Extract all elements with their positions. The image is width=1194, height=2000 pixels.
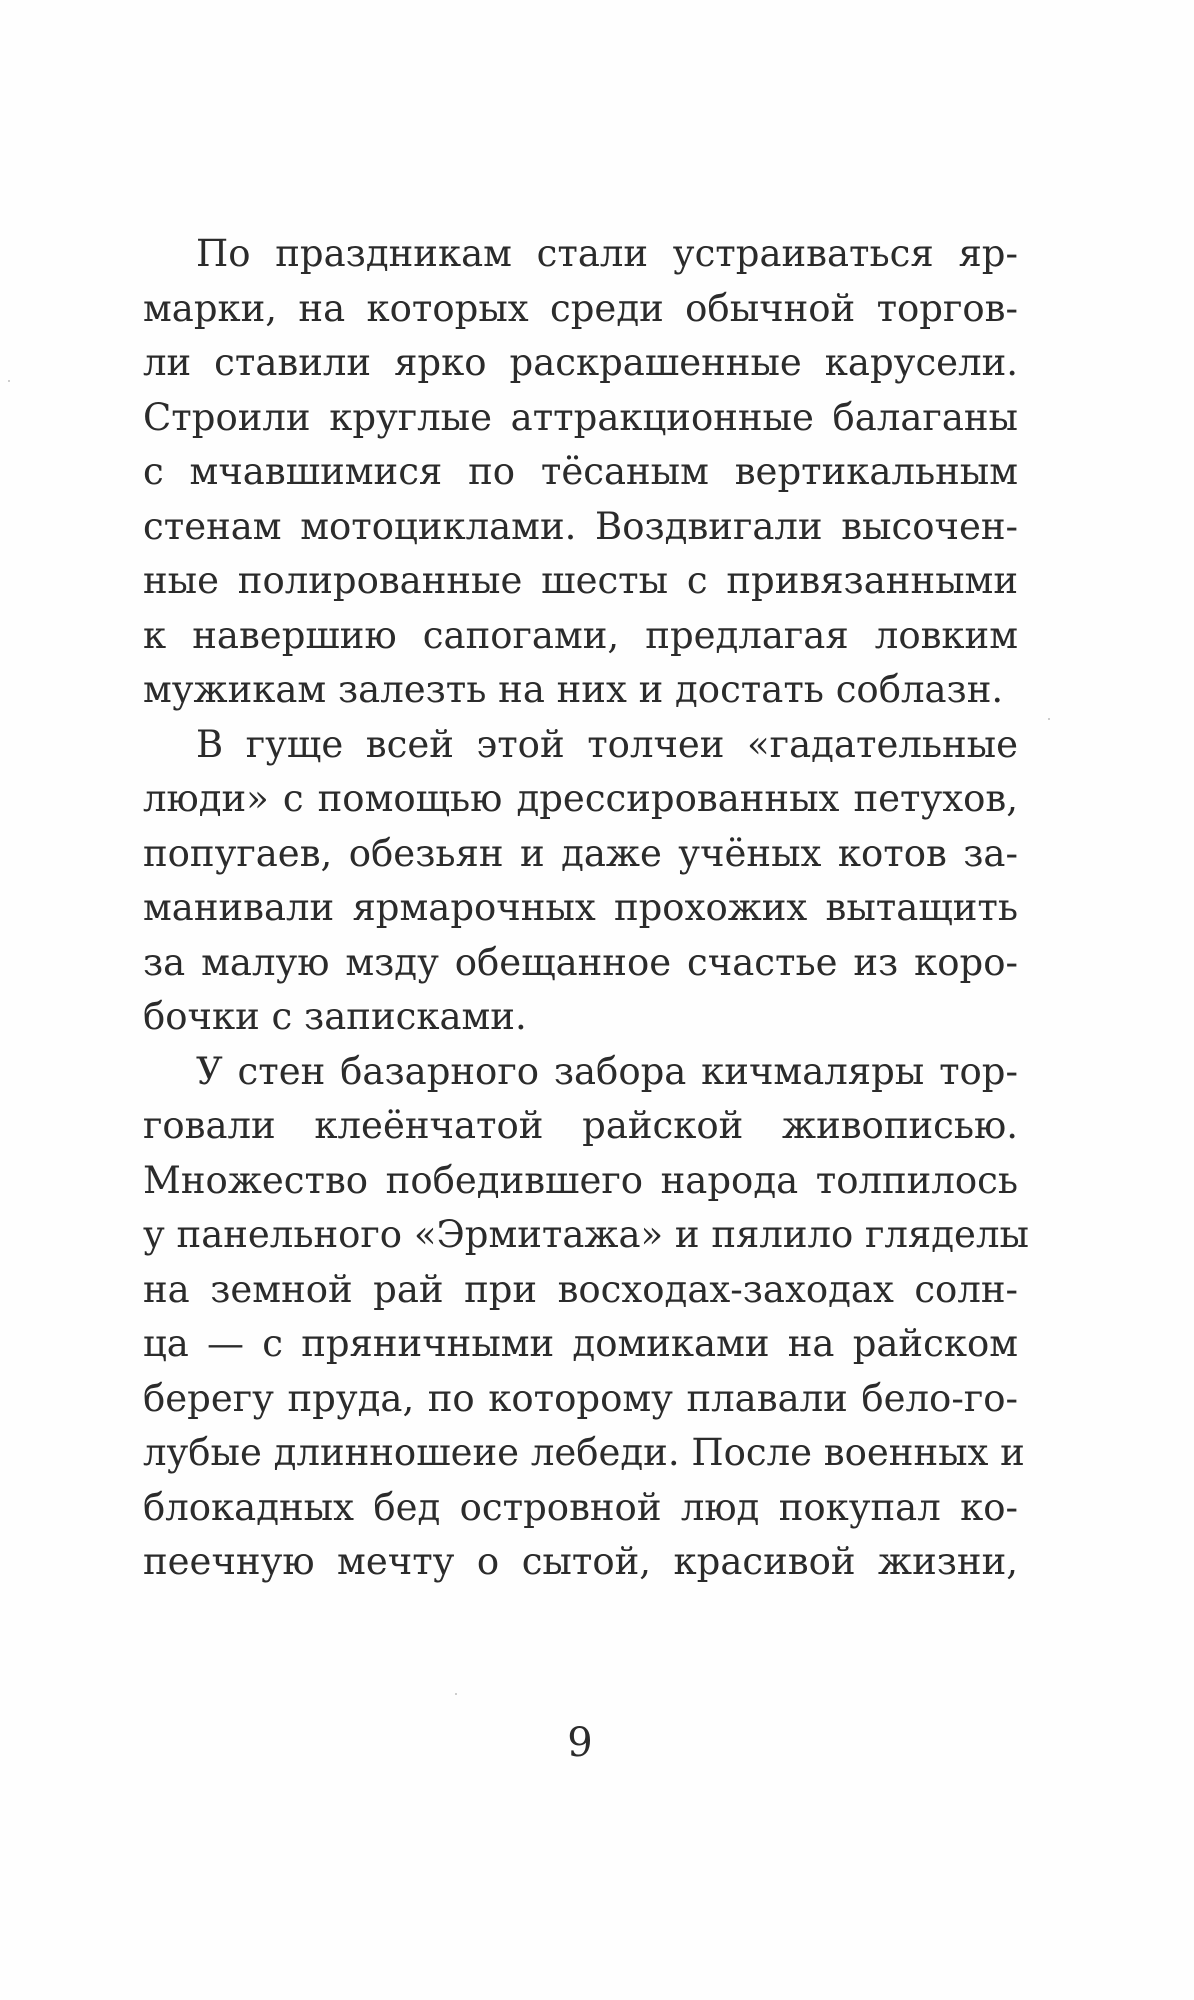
text-line: лубые длинношеие лебеди. После военных и	[143, 1431, 1025, 1474]
text-line: попугаев, обезьян и даже учёных котов за-	[143, 831, 1018, 875]
text-line: к навершию сапогами, предлагая ловким	[143, 613, 1018, 657]
text-line: за малую мзду обещанное счастье из коро-	[143, 940, 1018, 984]
text-line: говали клеёнчатой райской живописью.	[143, 1104, 1018, 1147]
text-line: ные полированные шесты с привязанными	[143, 559, 1018, 602]
text-line: В гуще всей этой толчеи «гадательные	[196, 722, 1018, 766]
paragraph-3	[143, 1045, 1029, 1590]
text-line: на земной рай при восходах-заходах солн-	[143, 1267, 1018, 1311]
text-line: берегу пруда, по которому плавали бело-го-	[143, 1376, 1018, 1420]
body-text	[143, 227, 1029, 1590]
text-line: марки, на которых среди обычной торгов-	[143, 286, 1018, 330]
text-line: пеечную мечту о сытой, красивой жизни,	[143, 1540, 1018, 1583]
text-line: ли ставили ярко раскрашенные карусели.	[143, 341, 1018, 384]
paragraph-1	[143, 227, 1018, 718]
scan-speck	[8, 380, 10, 382]
text-line: бочки с записками.	[143, 995, 527, 1038]
text-line: манивали ярмарочных прохожих вытащить	[143, 886, 1018, 929]
text-line: Множество победившего народа толпилось	[143, 1158, 1018, 1202]
text-line: Строили круглые аттракционные балаганы	[143, 395, 1018, 439]
page-number: 9	[567, 1720, 593, 1766]
text-line: По праздникам стали устраиваться яр-	[196, 232, 1018, 275]
scan-speck	[455, 1693, 457, 1695]
text-line: с мчавшимися по тёсаным вертикальным	[143, 450, 1018, 493]
text-line: У стен базарного забора кичмаляры тор-	[196, 1049, 1018, 1093]
text-line: стенам мотоциклами. Воздвигали высочен-	[143, 504, 1018, 548]
text-line: блокадных бед островной люд покупал ко-	[143, 1485, 1018, 1529]
text-line: мужикам залезть на них и достать соблазн.	[143, 668, 1004, 711]
text-line: у панельного «Эрмитажа» и пялило гляделы	[143, 1213, 1029, 1256]
scan-speck	[1048, 718, 1050, 720]
text-line: люди» с помощью дрессированных петухов,	[143, 777, 1018, 820]
paragraph-2	[143, 718, 1018, 1045]
text-line: ца — с пряничными домиками на райском	[143, 1322, 1018, 1365]
